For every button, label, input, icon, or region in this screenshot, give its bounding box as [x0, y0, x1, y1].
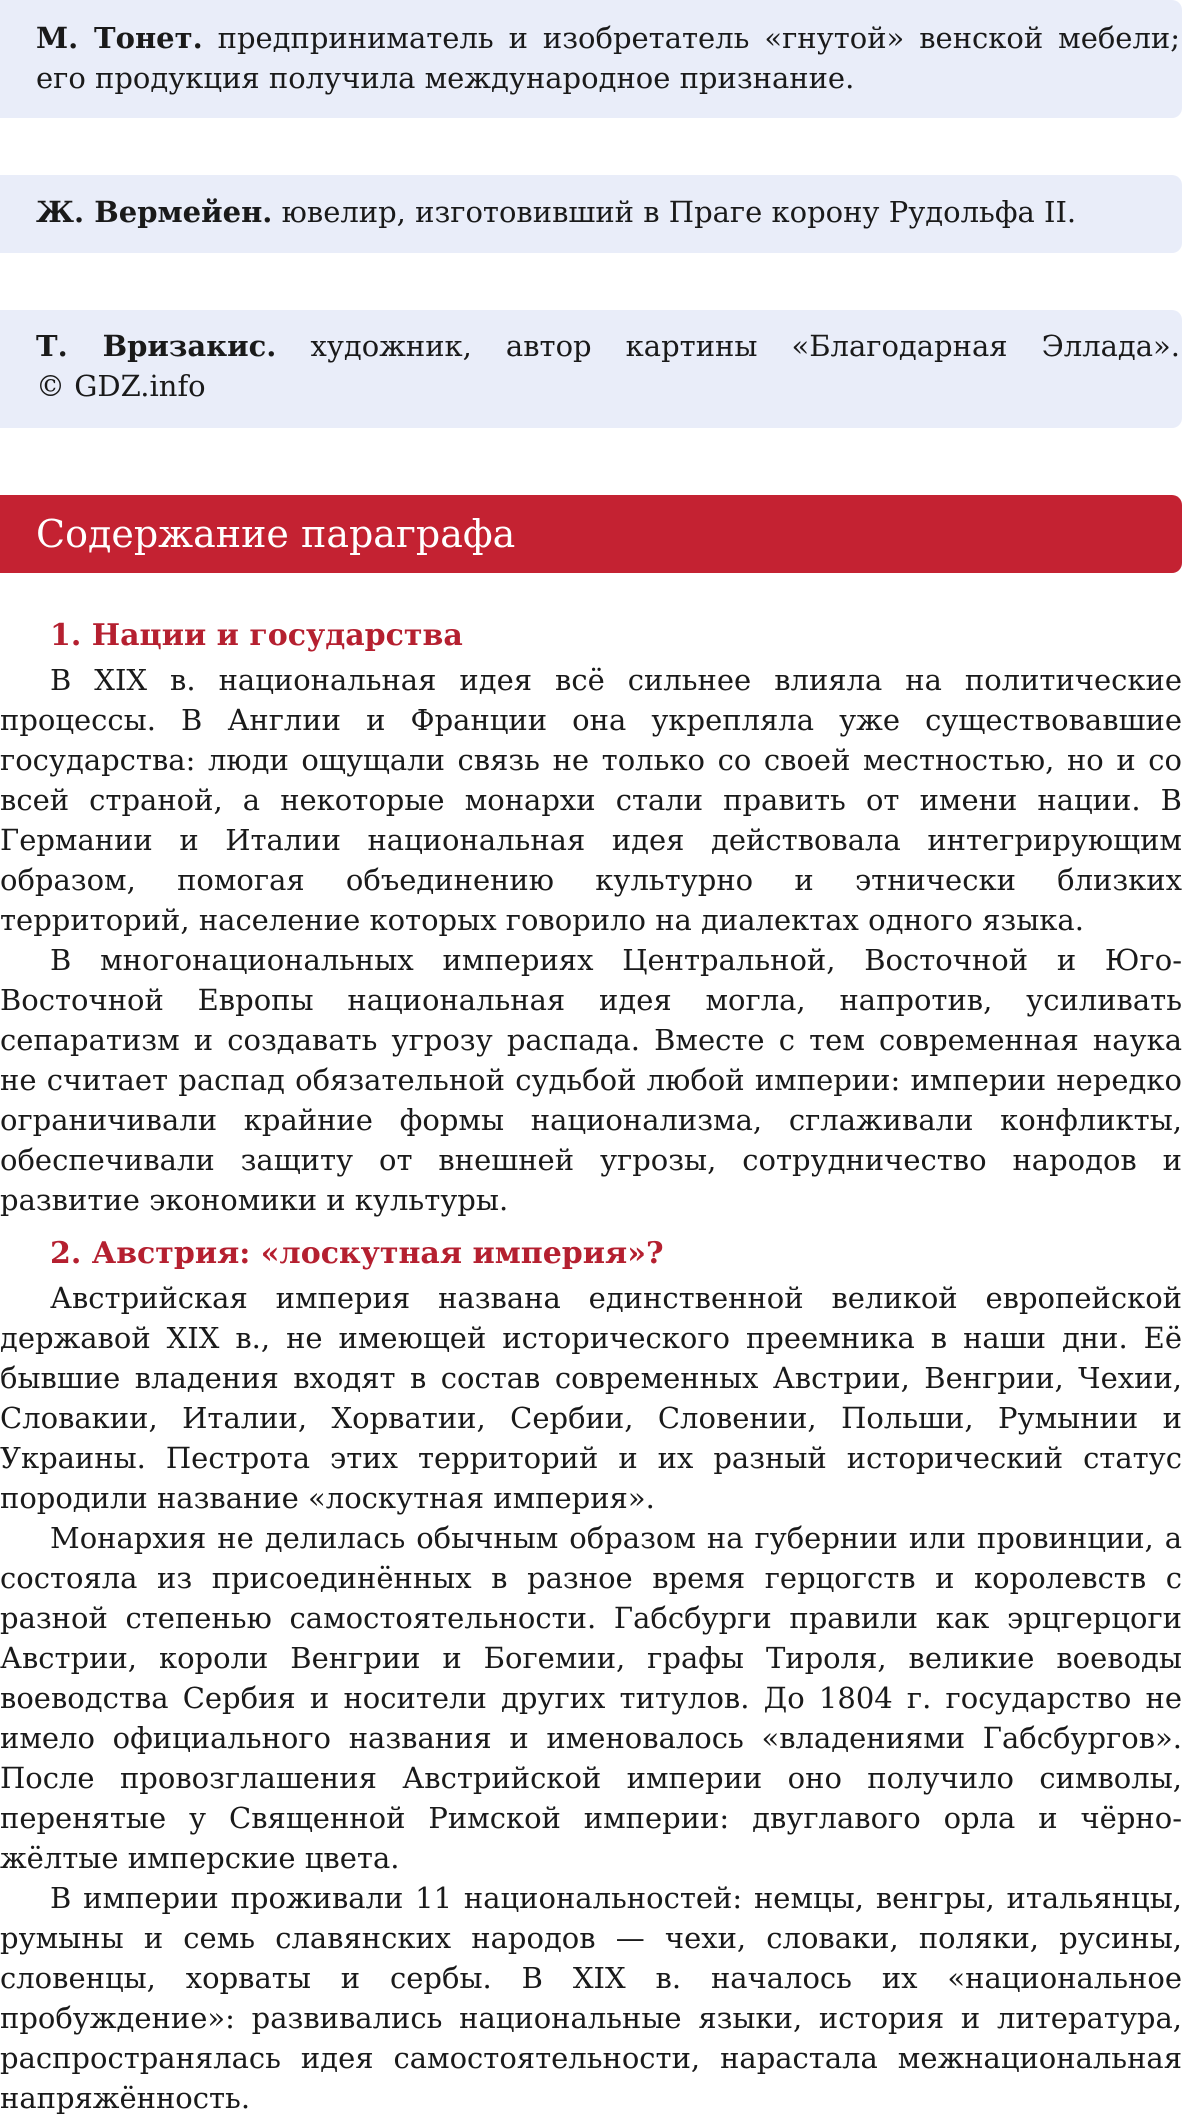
glossary-term: Ж. Вермейен.	[36, 195, 273, 229]
section-title: Содержание параграфа	[36, 512, 516, 556]
glossary-definition: предприниматель и изобретатель «гнутой» венской мебели; его продукция получила международное признание.	[36, 21, 1180, 95]
glossary-card-vermeyen	[0, 175, 1182, 253]
subheading-austria: 2. Австрия: «лоскутная империя»?	[50, 1236, 664, 1271]
paragraph: В многонациональных империях Центральной, Восточной и Юго-Восточной Европы национальная идея могла, напротив, усиливать сепаратизм и создавать угрозу распада. Вместе с тем современная наука не считает распад обязательной судьбой любой империи: империи нередко ограничивали крайние формы национализма, сглаживали конфликты, обеспечивали защиту от внешней угрозы, сотрудничество народов и развитие экономики и культуры.	[0, 943, 1182, 1217]
paragraph: Монархия не делилась обычным образом на губернии или провинции, а состояла из присоединённых в разное время герцогств и королевств с разной степенью самостоятельности. Габсбурги правили как эрцгерцоги Австрии, короли Венгрии и Богемии, графы Тироля, великие воеводы воеводства Сербия и носители других титулов. До 1804 г. государство не имело официального названия и именовалось «владениями Габсбургов». После провозглашения Австрийской империи оно получило символы, перенятые у Священной Римской империи: двуглавого орла и чёрно-жёлтые имперские цвета.	[0, 1521, 1182, 1875]
glossary-definition: ювелир, изготовивший в Праге корону Рудольфа II.	[272, 195, 1077, 229]
paragraph-content	[0, 612, 1182, 2118]
section-banner	[0, 495, 1182, 573]
paragraph: В империи проживали 11 национальностей: немцы, венгры, итальянцы, румыны и семь славянских народов — чехи, словаки, поляки, русины, словенцы, хорваты и сербы. В XIX в. началось их «национальное пробуждение»: развивались национальные языки, история и литература, распространялась идея самостоятельности, нарастала межнациональная напряжённость.	[0, 1881, 1182, 2115]
glossary-card-tonet	[0, 0, 1182, 118]
glossary-card-vrizakis	[0, 310, 1182, 428]
paragraph: В XIX в. национальная идея всё сильнее влияла на политические процессы. В Англии и Франции она укрепляла уже существовавшие государства: люди ощущали связь не только со своей местностью, но и со всей страной, а некоторые монархи стали править от имени нации. В Германии и Италии национальная идея действовала интегрирующим образом, помогая объединению культурно и этнически близких территорий, население которых говорило на диалектах одного языка.	[0, 663, 1182, 937]
subheading-nations-and-states: 1. Нации и государства	[50, 618, 463, 653]
paragraph: Австрийская империя названа единственной великой европейской державой XIX в., не имеющей исторического преемника в наши дни. Её бывшие владения входят в состав современных Австрии, Венгрии, Чехии, Словакии, Италии, Хорватии, Сербии, Словении, Польши, Румынии и Украины. Пестрота этих территорий и их разный исторический статус породили название «лоскутная империя».	[0, 1281, 1182, 1515]
copyright-mark: © GDZ.info	[36, 369, 206, 403]
glossary-term: М. Тонет.	[36, 21, 203, 55]
glossary-term: Т. Вризакис.	[36, 329, 277, 363]
glossary-definition: художник, автор картины «Благодарная Эллада».	[276, 329, 1181, 363]
